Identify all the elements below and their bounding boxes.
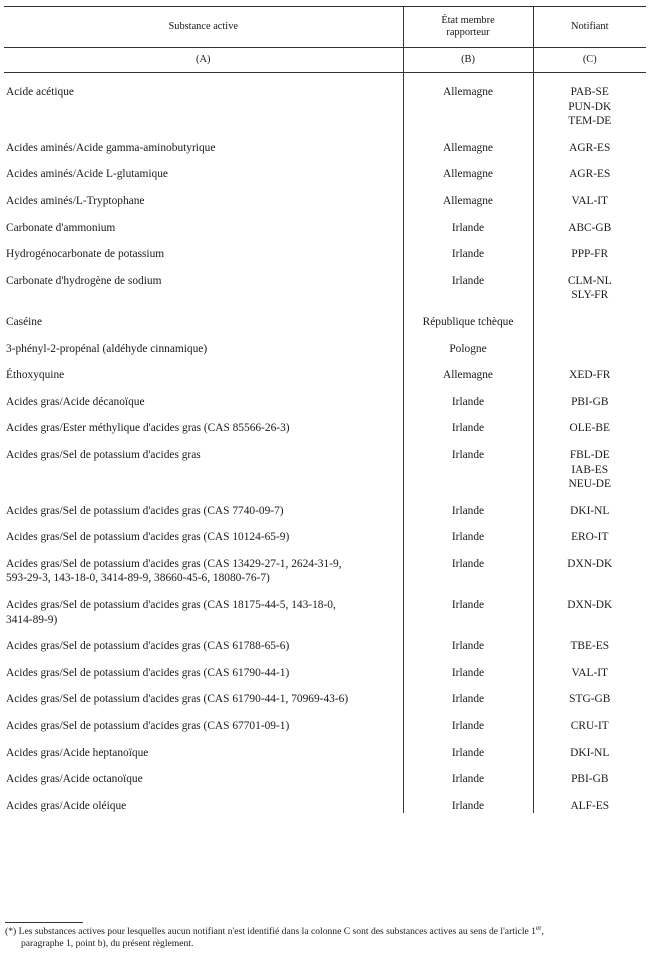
- table-row: [4, 167, 646, 182]
- spacer-cell: [4, 235, 403, 247]
- table-row: [4, 194, 646, 209]
- notifiant-code: VAL-IT: [571, 194, 608, 207]
- header-etat-line1: État membre: [441, 14, 495, 26]
- table-spacer-row: [4, 182, 646, 194]
- spacer-cell: [403, 330, 533, 342]
- table-spacer-row: [4, 680, 646, 692]
- cell-etat-membre: Irlande: [403, 692, 533, 707]
- substance-text: 3414-89-9): [6, 613, 58, 626]
- spacer-cell: [403, 409, 533, 421]
- cell-substance: [4, 719, 403, 734]
- notifiant-code: PUN-DK: [568, 100, 612, 113]
- substance-text: Acides gras/Sel de potassium d'acides gras (CAS 67701-09-1): [6, 720, 290, 733]
- notifiant-code: OLE-BE: [569, 422, 610, 435]
- spacer-cell: [4, 586, 403, 598]
- spacer-cell: [533, 383, 646, 395]
- spacer-cell: [403, 518, 533, 530]
- substance-text: 593-29-3, 143-18-0, 3414-89-9, 38660-45-6, 18080-76-7): [6, 572, 270, 585]
- table-body: [4, 73, 646, 814]
- spacer-cell: [403, 235, 533, 247]
- table-spacer-row: [4, 383, 646, 395]
- cell-notifiant: [533, 315, 646, 330]
- cell-substance: [4, 799, 403, 814]
- spacer-cell: [4, 627, 403, 639]
- substance-text: Hydrogénocarbonate de potassium: [6, 248, 165, 261]
- footnote-line-1: [5, 923, 645, 938]
- cell-notifiant: [533, 421, 646, 436]
- footnote: [5, 923, 645, 949]
- spacer-cell: [4, 129, 403, 141]
- cell-notifiant: [533, 368, 646, 383]
- cell-etat-membre: Irlande: [403, 395, 533, 410]
- table-row: [4, 746, 646, 761]
- spacer-cell: [403, 492, 533, 504]
- table-spacer-row: [4, 492, 646, 504]
- substance-text: Acides aminés/Acide gamma-aminobutyrique: [6, 141, 216, 154]
- table-row: [4, 221, 646, 236]
- substance-text: Acides gras/Acide heptanoïque: [6, 746, 149, 759]
- table-row: [4, 598, 646, 627]
- cell-notifiant: [533, 141, 646, 156]
- cell-etat-membre: Irlande: [403, 247, 533, 262]
- table-spacer-row: [4, 129, 646, 141]
- table-spacer-row: [4, 155, 646, 167]
- spacer-cell: [403, 680, 533, 692]
- cell-substance: [4, 342, 403, 357]
- cell-etat-membre: Irlande: [403, 598, 533, 627]
- table-row: [4, 557, 646, 586]
- substance-text: Acides gras/Acide octanoïque: [6, 773, 143, 786]
- cell-etat-membre: Irlande: [403, 799, 533, 814]
- table-letter-row: [4, 48, 646, 73]
- notifiant-code: VAL-IT: [571, 666, 608, 679]
- cell-etat-membre: Irlande: [403, 719, 533, 734]
- cell-notifiant: [533, 194, 646, 209]
- notifiant-code: STG-GB: [569, 693, 611, 706]
- table-spacer-row: [4, 409, 646, 421]
- spacer-cell: [533, 155, 646, 167]
- cell-etat-membre: Allemagne: [403, 85, 533, 129]
- table-spacer-row: [4, 356, 646, 368]
- notifiant-code: AGR-ES: [569, 141, 611, 154]
- cell-etat-membre: Allemagne: [403, 368, 533, 383]
- table-spacer-row: [4, 787, 646, 799]
- spacer-cell: [533, 73, 646, 86]
- spacer-cell: [533, 518, 646, 530]
- spacer-cell: [4, 73, 403, 86]
- notifiant-code: TBE-ES: [570, 640, 610, 653]
- substance-text: Acides gras/Ester méthylique d'acides gras (CAS 85566-26-3): [6, 422, 290, 435]
- notifiant-code: DXN-DK: [567, 599, 613, 612]
- table-row: [4, 639, 646, 654]
- table-spacer-row: [4, 654, 646, 666]
- spacer-cell: [533, 182, 646, 194]
- letter-b: (B): [403, 48, 533, 73]
- spacer-cell: [4, 262, 403, 274]
- spacer-cell: [533, 129, 646, 141]
- table-row: [4, 530, 646, 545]
- notifiant-code: DKI-NL: [570, 504, 610, 517]
- spacer-cell: [4, 707, 403, 719]
- substance-text: 3-phényl-2-propénal (aldéhyde cinnamique): [6, 342, 208, 355]
- spacer-cell: [403, 303, 533, 315]
- notifiant-code: ALF-ES: [570, 799, 610, 812]
- substance-text: Carbonate d'hydrogène de sodium: [6, 274, 162, 287]
- substance-text: Acides gras/Sel de potassium d'acides gras (CAS 61788-65-6): [6, 640, 290, 653]
- spacer-cell: [403, 707, 533, 719]
- table-spacer-row: [4, 545, 646, 557]
- header-substance-active: Substance active: [4, 7, 403, 48]
- spacer-cell: [533, 492, 646, 504]
- cell-substance: [4, 247, 403, 262]
- spacer-cell: [533, 787, 646, 799]
- table-spacer-row: [4, 330, 646, 342]
- substance-text: Acides gras/Sel de potassium d'acides gras (CAS 7740-09-7): [6, 504, 284, 517]
- table-row: [4, 395, 646, 410]
- footnote-text-1: Les substances actives pour lesquelles aucun notifiant n'est identifié dans la colonne C sont des substances actives au sens de l'article 1: [18, 926, 536, 937]
- cell-notifiant: [533, 719, 646, 734]
- spacer-cell: [4, 654, 403, 666]
- table-spacer-row: [4, 707, 646, 719]
- table-spacer-row: [4, 436, 646, 448]
- cell-etat-membre: Irlande: [403, 666, 533, 681]
- cell-substance: [4, 167, 403, 182]
- cell-substance: [4, 448, 403, 492]
- cell-notifiant: [533, 692, 646, 707]
- notifiant-code: FBL-DE: [569, 448, 610, 461]
- cell-etat-membre: Irlande: [403, 448, 533, 492]
- cell-substance: [4, 421, 403, 436]
- substance-text: Acide acétique: [6, 86, 74, 98]
- spacer-cell: [4, 209, 403, 221]
- letter-a: (A): [4, 48, 403, 73]
- cell-notifiant: [533, 247, 646, 262]
- cell-etat-membre: Allemagne: [403, 194, 533, 209]
- cell-substance: [4, 557, 403, 586]
- substance-text: Acides gras/Sel de potassium d'acides gras (CAS 10124-65-9): [6, 531, 290, 544]
- spacer-cell: [533, 627, 646, 639]
- substance-text: Acides gras/Sel de potassium d'acides gras (CAS 13429-27-1, 2624-31-9,: [6, 557, 342, 570]
- cell-notifiant: [533, 639, 646, 654]
- notifiant-code: AGR-ES: [569, 168, 611, 181]
- spacer-cell: [533, 680, 646, 692]
- cell-notifiant: [533, 274, 646, 303]
- spacer-cell: [533, 356, 646, 368]
- spacer-cell: [533, 545, 646, 557]
- table-row: [4, 368, 646, 383]
- notifiant-code: DKI-NL: [570, 746, 610, 759]
- cell-substance: [4, 141, 403, 156]
- cell-substance: [4, 639, 403, 654]
- notifiant-code: NEU-DE: [568, 478, 611, 491]
- table-row: [4, 315, 646, 330]
- cell-substance: [4, 368, 403, 383]
- notifiant-code: IAB-ES: [571, 463, 609, 476]
- spacer-cell: [533, 436, 646, 448]
- cell-substance: [4, 530, 403, 545]
- spacer-cell: [4, 680, 403, 692]
- spacer-cell: [4, 787, 403, 799]
- spacer-cell: [403, 182, 533, 194]
- footnote-marker: (*): [5, 926, 17, 937]
- cell-etat-membre: Irlande: [403, 421, 533, 436]
- cell-notifiant: [533, 557, 646, 586]
- cell-etat-membre: Allemagne: [403, 141, 533, 156]
- spacer-cell: [533, 409, 646, 421]
- active-substances-table: [4, 6, 646, 813]
- footnote-rule: [5, 922, 83, 923]
- table-row: [4, 448, 646, 492]
- table-row: [4, 504, 646, 519]
- table-spacer-row: [4, 73, 646, 86]
- cell-substance: [4, 274, 403, 303]
- notifiant-code: CLM-NL: [567, 274, 612, 287]
- cell-substance: [4, 395, 403, 410]
- spacer-cell: [4, 303, 403, 315]
- cell-notifiant: [533, 85, 646, 129]
- cell-notifiant: [533, 395, 646, 410]
- substance-text: Caséine: [6, 315, 43, 328]
- table-row: [4, 799, 646, 814]
- letter-c: (C): [533, 48, 646, 73]
- table-row: [4, 247, 646, 262]
- table-row: [4, 719, 646, 734]
- cell-etat-membre: Pologne: [403, 342, 533, 357]
- spacer-cell: [403, 383, 533, 395]
- spacer-cell: [4, 518, 403, 530]
- spacer-cell: [4, 545, 403, 557]
- cell-etat-membre: Irlande: [403, 639, 533, 654]
- spacer-cell: [533, 262, 646, 274]
- table-spacer-row: [4, 518, 646, 530]
- spacer-cell: [403, 73, 533, 86]
- substance-text: Acides gras/Sel de potassium d'acides gras (CAS 18175-44-5, 143-18-0,: [6, 599, 336, 612]
- substance-text: Acides gras/Acide oléique: [6, 799, 127, 812]
- substance-text: Acides aminés/Acide L-glutamique: [6, 168, 168, 181]
- substance-text: Acides gras/Sel de potassium d'acides gras (CAS 61790-44-1, 70969-43-6): [6, 693, 349, 706]
- footnote-comma: ,: [541, 926, 544, 937]
- header-etat-line2: rapporteur: [446, 27, 490, 38]
- table-row: [4, 141, 646, 156]
- spacer-cell: [403, 586, 533, 598]
- spacer-cell: [403, 654, 533, 666]
- notifiant-code: XED-FR: [569, 369, 611, 382]
- cell-etat-membre: Irlande: [403, 274, 533, 303]
- substance-text: Éthoxyquine: [6, 369, 65, 382]
- spacer-cell: [4, 182, 403, 194]
- cell-notifiant: [533, 666, 646, 681]
- cell-substance: [4, 504, 403, 519]
- spacer-cell: [533, 760, 646, 772]
- spacer-cell: [4, 492, 403, 504]
- spacer-cell: [403, 356, 533, 368]
- cell-etat-membre: Irlande: [403, 746, 533, 761]
- cell-substance: [4, 598, 403, 627]
- spacer-cell: [533, 303, 646, 315]
- table-row: [4, 692, 646, 707]
- spacer-cell: [403, 129, 533, 141]
- spacer-cell: [533, 330, 646, 342]
- spacer-cell: [4, 409, 403, 421]
- cell-substance: [4, 666, 403, 681]
- spacer-cell: [533, 734, 646, 746]
- table-spacer-row: [4, 734, 646, 746]
- cell-notifiant: [533, 167, 646, 182]
- spacer-cell: [403, 155, 533, 167]
- cell-notifiant: [533, 746, 646, 761]
- table-spacer-row: [4, 209, 646, 221]
- table-spacer-row: [4, 262, 646, 274]
- spacer-cell: [533, 586, 646, 598]
- spacer-cell: [403, 787, 533, 799]
- cell-substance: [4, 315, 403, 330]
- header-etat-membre: [403, 7, 533, 48]
- table-row: [4, 85, 646, 129]
- cell-notifiant: [533, 598, 646, 627]
- spacer-cell: [533, 654, 646, 666]
- spacer-cell: [533, 209, 646, 221]
- cell-notifiant: [533, 799, 646, 814]
- cell-etat-membre: Irlande: [403, 530, 533, 545]
- spacer-cell: [403, 209, 533, 221]
- cell-etat-membre: Allemagne: [403, 167, 533, 182]
- cell-etat-membre: Irlande: [403, 557, 533, 586]
- substance-text: Acides gras/Acide décanoïque: [6, 395, 145, 408]
- spacer-cell: [4, 436, 403, 448]
- cell-notifiant: [533, 448, 646, 492]
- cell-notifiant: [533, 342, 646, 357]
- spacer-cell: [4, 734, 403, 746]
- cell-substance: [4, 194, 403, 209]
- table-row: [4, 342, 646, 357]
- table-spacer-row: [4, 235, 646, 247]
- notifiant-code: ABC-GB: [568, 221, 612, 234]
- notifiant-code: TEM-DE: [568, 115, 612, 128]
- spacer-cell: [533, 707, 646, 719]
- cell-etat-membre: Irlande: [403, 772, 533, 787]
- spacer-cell: [4, 760, 403, 772]
- notifiant-code: PBI-GB: [571, 395, 609, 408]
- table-spacer-row: [4, 760, 646, 772]
- notifiant-code: DXN-DK: [567, 557, 613, 570]
- spacer-cell: [403, 545, 533, 557]
- spacer-cell: [4, 383, 403, 395]
- spacer-cell: [403, 627, 533, 639]
- spacer-cell: [4, 155, 403, 167]
- cell-notifiant: [533, 504, 646, 519]
- spacer-cell: [533, 235, 646, 247]
- table-spacer-row: [4, 586, 646, 598]
- notifiant-code: ERO-IT: [571, 531, 609, 544]
- cell-substance: [4, 221, 403, 236]
- cell-substance: [4, 746, 403, 761]
- table-header-row: [4, 7, 646, 48]
- notifiant-code: PPP-FR: [571, 248, 609, 261]
- cell-notifiant: [533, 530, 646, 545]
- header-notifiant: Notifiant: [533, 7, 646, 48]
- substance-text: Acides gras/Sel de potassium d'acides gras: [6, 448, 201, 461]
- footnote-line-2: paragraphe 1, point b), du présent règlement.: [21, 937, 194, 949]
- notifiant-code: PBI-GB: [571, 773, 609, 786]
- cell-etat-membre: Irlande: [403, 504, 533, 519]
- table-spacer-row: [4, 303, 646, 315]
- table-row: [4, 274, 646, 303]
- cell-substance: [4, 85, 403, 129]
- cell-notifiant: [533, 221, 646, 236]
- table-row: [4, 772, 646, 787]
- cell-substance: [4, 692, 403, 707]
- substance-text: Carbonate d'ammonium: [6, 221, 116, 234]
- cell-substance: [4, 772, 403, 787]
- cell-etat-membre: Irlande: [403, 221, 533, 236]
- table-row: [4, 421, 646, 436]
- cell-notifiant: [533, 772, 646, 787]
- notifiant-code: SLY-FR: [571, 289, 609, 302]
- spacer-cell: [4, 330, 403, 342]
- spacer-cell: [403, 436, 533, 448]
- spacer-cell: [403, 734, 533, 746]
- table-spacer-row: [4, 627, 646, 639]
- substance-text: Acides aminés/L-Tryptophane: [6, 194, 145, 207]
- table-row: [4, 666, 646, 681]
- cell-etat-membre: République tchèque: [403, 315, 533, 330]
- spacer-cell: [403, 760, 533, 772]
- notifiant-code: CRU-IT: [570, 720, 609, 733]
- substance-text: Acides gras/Sel de potassium d'acides gras (CAS 61790-44-1): [6, 666, 290, 679]
- spacer-cell: [403, 262, 533, 274]
- notifiant-code: PAB-SE: [570, 86, 609, 98]
- footnote-superscript: er: [535, 923, 542, 932]
- spacer-cell: [4, 356, 403, 368]
